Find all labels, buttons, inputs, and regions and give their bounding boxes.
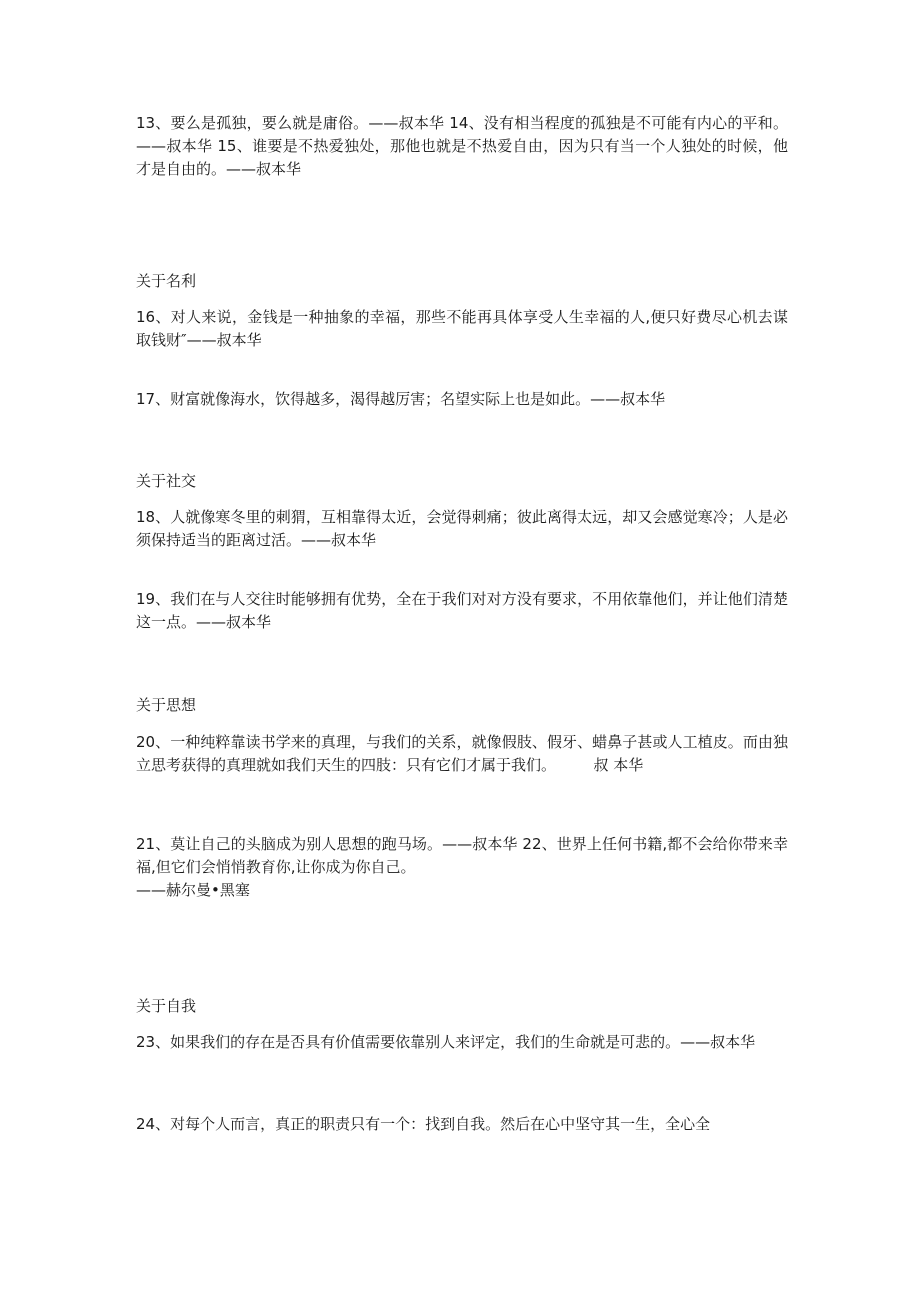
paragraph-20: 20、一种纯粹靠读书学来的真理，与我们的关系，就像假肢、假牙、蜡鼻子甚或人工植皮。而由独立思考获得的真理就如我们天生的四肢：只有它们才属于我们。 叔 本华 [136,733,788,774]
heading-social: 关于社交 [136,472,197,490]
paragraph-13-15: 13、要么是孤独，要么就是庸俗。——叔本华 14、没有相当程度的孤独是不可能有内心的平和。——叔本华 15、谁要是不热爱独处，那他也就是不热爱自由，因为只有当一个人独处的时候，他才是自由的。——叔本华 [136,114,788,178]
paragraph-19: 19、我们在与人交往时能够拥有优势，全在于我们对对方没有要求，不用依靠他们，并让他们清楚这一点。——叔本华 [136,590,788,631]
paragraph-18: 18、人就像寒冬里的刺猬，互相靠得太近，会觉得刺痛；彼此离得太远，却又会感觉寒冷；人是必须保持适当的距离过活。——叔本华 [136,508,788,549]
heading-fame: 关于名利 [136,272,197,290]
paragraph-21-22: 21、莫让自己的头脑成为别人思想的跑马场。——叔本华 22、世界上任何书籍,都不会给你带来幸福,但它们会悄悄教育你,让你成为你自己。 ——赫尔曼•黑塞 [136,835,788,899]
paragraph-16: 16、对人来说，金钱是一种抽象的幸福，那些不能再具体享受人生幸福的人,便只好费尽心机去谋取钱财″——叔本华 [136,308,788,349]
paragraph-23: 23、如果我们的存在是否具有价值需要依靠别人来评定，我们的生命就是可悲的。——叔本华 [136,1033,756,1051]
heading-self: 关于自我 [136,997,197,1015]
heading-thought: 关于思想 [136,696,197,714]
paragraph-24: 24、对每个人而言，真正的职责只有一个：找到自我。然后在心中坚守其一生，全心全 [136,1115,711,1133]
paragraph-17: 17、财富就像海水，饮得越多，渴得越厉害；名望实际上也是如此。——叔本华 [136,390,666,408]
